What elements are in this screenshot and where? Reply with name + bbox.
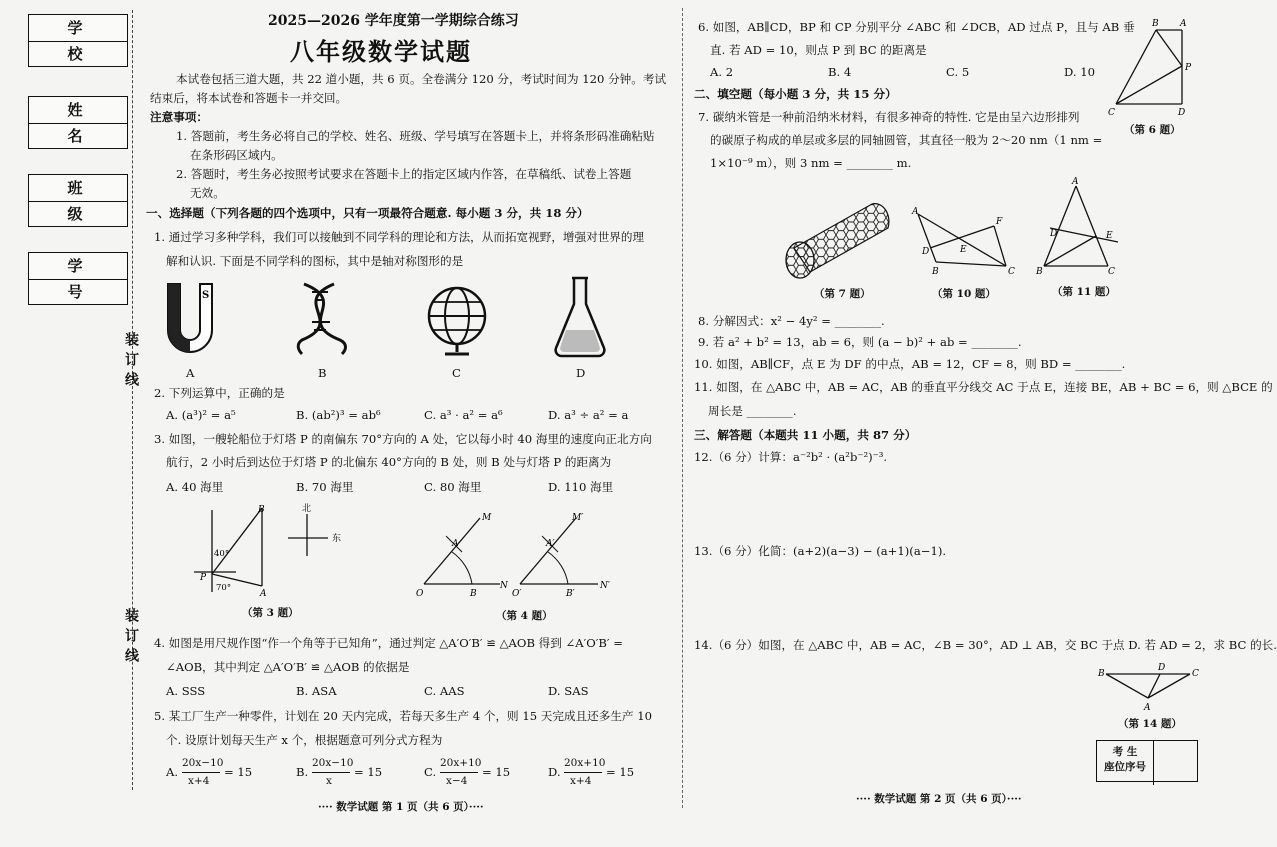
q9-stem: 9. 若 a² + b² = 13，ab = 6，则 (a − b)² + ab = ________. <box>698 335 1022 349</box>
fig4-label-m: M <box>482 513 492 523</box>
notice-2a: 2. 答题时，考生务必按照考试要求在答题卡上的指定区域内作答，在草稿纸、试卷上答题 <box>176 167 632 181</box>
q5-option-a <box>166 756 286 790</box>
figure-11-diagram <box>1034 176 1124 278</box>
q5-c-den: x−4 <box>446 775 468 787</box>
q12-stem: 12.（6 分）计算：a⁻²b² · (a²b⁻²)⁻³. <box>694 450 888 464</box>
flask-icon <box>550 274 610 360</box>
fig3-label-p: P <box>200 573 207 583</box>
figure-10-diagram <box>908 204 1020 280</box>
binding-line <box>132 10 133 790</box>
q4-option-c: C. AAS <box>424 684 465 698</box>
fig10-label-c: C <box>1008 267 1015 277</box>
class-label: 班 级 <box>29 175 127 202</box>
figure-11-caption: （第 11 题） <box>1052 286 1116 298</box>
q6-option-d: D. 10 <box>1064 65 1096 79</box>
fig3-angle-70: 70° <box>216 583 232 593</box>
q6-option-c: C. 5 <box>946 65 970 79</box>
fig14-label-a: A <box>1144 703 1151 713</box>
q4-option-b: B. ASA <box>296 684 337 698</box>
q1-label-b: B <box>318 366 327 380</box>
q5-b-bar <box>312 772 350 773</box>
nanotube-figure <box>776 196 892 280</box>
q14-stem: 14.（6 分）如图，在 △ABC 中，AB = AC，∠B = 30°，AD ⊥ AB，交 BC 于点 D. 若 AD = 2，求 BC 的长. <box>694 638 1277 652</box>
fig10-label-a: A <box>912 207 919 217</box>
q3-option-d: D. 110 海里 <box>548 480 614 494</box>
figure-4-caption: （第 4 题） <box>496 610 553 622</box>
magnet-icon <box>160 282 220 360</box>
seat-number-label <box>1097 741 1154 785</box>
seat-number-box <box>1096 740 1198 782</box>
q6-option-a: A. 2 <box>710 65 734 79</box>
fig4-label-a: A <box>452 539 459 549</box>
exam-title: 八年级数学试题 <box>290 37 472 66</box>
name-label: 姓 名 <box>29 97 127 124</box>
fig6-label-b: B <box>1152 19 1159 29</box>
intro-line-2: 结束后，将本试卷和答题卡一并交回。 <box>150 91 348 105</box>
q3-option-a: A. 40 海里 <box>166 480 224 494</box>
student-number-box <box>28 252 128 305</box>
fig4-label-m-prime: M′ <box>572 513 584 523</box>
q1-line-b: 解和认识. 下面是不同学科的图标，其中是轴对称图形的是 <box>166 254 464 268</box>
q5-option-c <box>424 756 544 790</box>
q5-b-label: B. <box>296 765 309 779</box>
figure-6-diagram <box>1108 16 1196 120</box>
fig3-label-a: A <box>260 589 267 599</box>
fig3-label-b: B <box>258 505 265 515</box>
notice-title: 注意事项： <box>150 110 208 124</box>
q5-d-bar <box>564 772 602 773</box>
q11-line-b: 周长是 ________. <box>708 404 797 418</box>
fig10-label-b: B <box>932 267 939 277</box>
notice-1a: 1. 答题前，考生务必将自己的学校、姓名、班级、学号填写在答题卡上，并将条形码准确粘贴 <box>176 129 655 143</box>
q5-a-label: A. <box>166 765 179 779</box>
q5-c-num: 20x+10 <box>440 757 482 769</box>
figure-6-caption: （第 6 题） <box>1124 124 1181 136</box>
fig3-angle-40: 40° <box>214 549 230 559</box>
q4-line-a: 4. 如图是用尺规作图“作一个角等于已知角”，通过判定 △A′O′B′ ≌ △AOB 得到 ∠A′O′B′ = <box>154 636 623 650</box>
fig3-east: 东 <box>332 534 342 544</box>
q3-option-c: C. 80 海里 <box>424 480 482 494</box>
q2-option-a: A. (a³)² = a⁵ <box>166 408 236 422</box>
fig14-label-c: C <box>1192 669 1199 679</box>
q5-c-rhs: = 15 <box>482 765 511 779</box>
q1-label-a: A <box>186 366 195 380</box>
q2-option-c: C. a³ · a² = a⁶ <box>424 408 503 422</box>
q5-b-den: x <box>326 775 332 787</box>
page1-footer: ···· 数学试题 第 1 页（共 6 页）···· <box>318 801 484 813</box>
q7-line-c: 1×10⁻⁹ m），则 3 nm = ________ m. <box>710 156 912 170</box>
section1-title: 一、选择题（下列各题的四个选项中，只有一项最符合题意. 每小题 3 分，共 18 分） <box>146 206 589 220</box>
fig4-label-a-prime: A′ <box>546 539 555 549</box>
seat-number-field[interactable] <box>1155 741 1197 781</box>
q5-c-bar <box>440 772 478 773</box>
q5-d-rhs: = 15 <box>606 765 635 779</box>
fig11-label-c: C <box>1108 267 1115 277</box>
q5-line-b: 个. 设原计划每天生产 x 个，根据题意可列分式方程为 <box>166 733 443 747</box>
seat-label-line-1: 考 生 <box>1112 746 1138 758</box>
fig14-label-d: D <box>1158 663 1166 673</box>
q1-label-d: D <box>576 366 586 380</box>
fig11-label-b: B <box>1036 267 1043 277</box>
figure-10-caption: （第 10 题） <box>932 288 996 300</box>
intro-line-1: 本试卷包括三道大题，共 22 道小题，共 6 页。全卷满分 120 分，考试时间为 120 分钟。考试 <box>176 72 667 86</box>
page2-footer: ···· 数学试题 第 2 页（共 6 页）···· <box>856 793 1022 805</box>
q5-d-label: D. <box>548 765 561 779</box>
q1-line-a: 1. 通过学习多种学科，我们可以接触到不同学科的理论和方法，从而拓宽视野，增强对世界的理 <box>154 230 645 244</box>
fig4-label-o: O <box>416 589 424 599</box>
q10-stem: 10. 如图，AB∥CF，点 E 为 DF 的中点，AB = 12，CF = 8，则 BD = ________. <box>694 357 1126 371</box>
q5-b-num: 20x−10 <box>312 757 354 769</box>
q6-line-b: 直. 若 AD = 10，则点 P 到 BC 的距离是 <box>710 43 927 57</box>
fig11-label-e: E <box>1106 231 1113 241</box>
q7-line-b: 的碳原子构成的单层或多层的同轴圆管，其直径一般为 2～20 nm（1 nm = <box>710 133 1103 147</box>
dna-icon <box>290 280 354 356</box>
figure-14-caption: （第 14 题） <box>1118 718 1182 730</box>
school-box <box>28 14 128 67</box>
fig4-label-n-prime: N′ <box>600 581 610 591</box>
seat-label-line-2: 座位序号 <box>1104 761 1146 773</box>
q5-option-d <box>548 756 668 790</box>
q5-line-a: 5. 某工厂生产一种零件，计划在 20 天内完成，若每天多生产 4 个，则 15 天完成且还多生产 10 <box>154 709 652 723</box>
figure-14-diagram <box>1096 660 1200 712</box>
school-label: 学 校 <box>29 15 127 42</box>
q6-option-b: B. 4 <box>828 65 852 79</box>
q7-line-a: 7. 碳纳米管是一种前沿纳米材料，有很多神奇的特性. 它是由呈六边形排列 <box>698 110 1080 124</box>
fig10-label-f: F <box>996 217 1003 227</box>
exam-subtitle: 2025—2026 学年度第一学期综合练习 <box>268 13 519 29</box>
fig4-label-b-prime: B′ <box>566 589 575 599</box>
class-box <box>28 174 128 227</box>
fig3-north: 北 <box>302 504 312 514</box>
fig4-label-n: N <box>500 581 508 591</box>
fig6-label-d: D <box>1178 108 1186 118</box>
figure-3-caption: （第 3 题） <box>242 607 299 619</box>
binding-mark-top: 装订线 <box>123 332 139 392</box>
q3-line-a: 3. 如图，一艘轮船位于灯塔 P 的南偏东 70°方向的 A 处，它以每小时 40 海里的速度向正北方向 <box>154 432 652 446</box>
figure-3-diagram <box>192 500 362 600</box>
magnet-s-label: S <box>202 290 210 301</box>
q3-option-b: B. 70 海里 <box>296 480 354 494</box>
q5-a-bar <box>182 772 220 773</box>
q11-line-a: 11. 如图，在 △ABC 中，AB = AC，AB 的垂直平分线交 AC 于点 E，连接 BE，AB + BC = 6，则 △BCE 的 <box>694 380 1273 394</box>
figure-4-diagram <box>412 508 624 600</box>
fig11-label-a: A <box>1072 177 1079 187</box>
notice-2b: 无效。 <box>190 186 225 200</box>
q2-stem: 2. 下列运算中，正确的是 <box>154 386 285 400</box>
fig10-label-d: D <box>922 247 930 257</box>
page-divider <box>682 8 683 808</box>
figure-7-caption: （第 7 题） <box>814 288 871 300</box>
q5-d-den: x+4 <box>570 775 592 787</box>
q4-option-a: A. SSS <box>166 684 206 698</box>
q13-stem: 13.（6 分）化简：(a+2)(a−3) − (a+1)(a−1). <box>694 544 947 558</box>
q5-c-label: C. <box>424 765 437 779</box>
fig6-label-c: C <box>1108 108 1115 118</box>
fig6-label-a: A <box>1180 19 1187 29</box>
q1-label-c: C <box>452 366 461 380</box>
q4-option-d: D. SAS <box>548 684 589 698</box>
section3-title: 三、解答题（本题共 11 小题，共 87 分） <box>694 428 917 442</box>
fig10-label-e: E <box>960 245 967 255</box>
q3-line-b: 航行，2 小时后到达位于灯塔 P 的北偏东 40°方向的 B 处，则 B 处与灯塔 P 的距离为 <box>166 455 612 469</box>
q5-option-b <box>296 756 416 790</box>
name-box <box>28 96 128 149</box>
q2-option-b: B. (ab²)³ = ab⁶ <box>296 408 381 422</box>
student-number-label: 学 号 <box>29 253 127 280</box>
q5-a-rhs: = 15 <box>224 765 253 779</box>
fig11-label-d: D <box>1050 229 1058 239</box>
q5-d-num: 20x+10 <box>564 757 606 769</box>
globe-icon <box>420 284 494 360</box>
fig14-label-b: B <box>1098 669 1105 679</box>
q6-line-a: 6. 如图，AB∥CD，BP 和 CP 分别平分 ∠ABC 和 ∠DCB，AD 过点 P，且与 AB 垂 <box>698 20 1135 34</box>
q4-line-b: ∠AOB，其中判定 △A′O′B′ ≌ △AOB 的依据是 <box>166 660 410 674</box>
notice-1b: 在条形码区域内。 <box>190 148 283 162</box>
fig4-label-b: B <box>470 589 477 599</box>
fig6-label-p: P <box>1185 63 1192 73</box>
q5-b-rhs: = 15 <box>354 765 383 779</box>
binding-mark-bottom: 装订线 <box>123 608 139 668</box>
section2-title: 二、填空题（每小题 3 分，共 15 分） <box>694 87 897 101</box>
q5-a-num: 20x−10 <box>182 757 224 769</box>
q8-stem: 8. 分解因式：x² − 4y² = ________. <box>698 314 885 328</box>
q5-a-den: x+4 <box>188 775 210 787</box>
q2-option-d: D. a³ ÷ a² = a <box>548 408 629 422</box>
fig4-label-o-prime: O′ <box>512 589 522 599</box>
